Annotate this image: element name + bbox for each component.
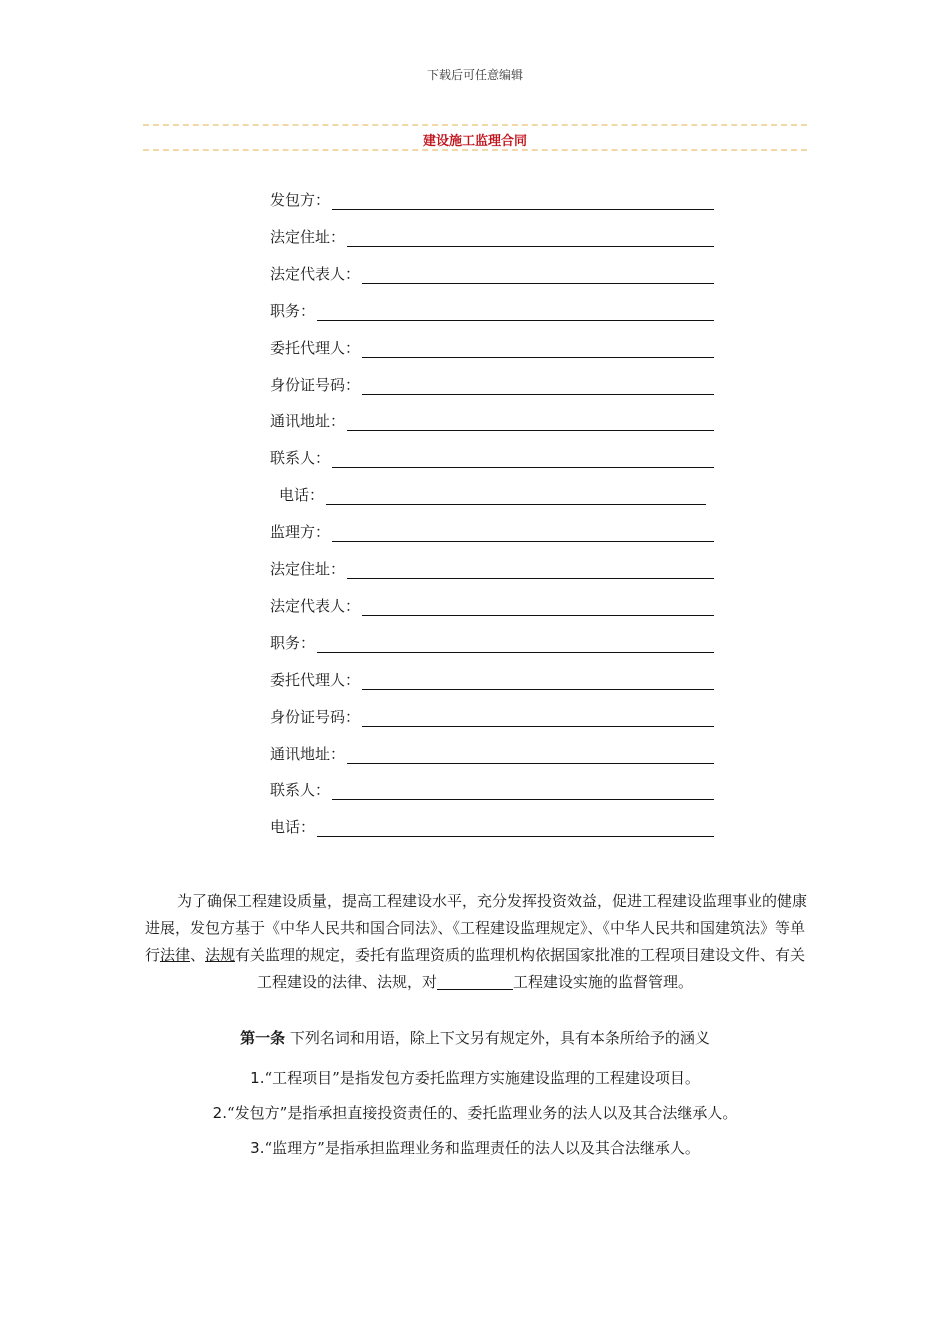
document-title: 建设施工监理合同 [422, 134, 527, 149]
field-label: 法定住址： [270, 227, 346, 246]
form-field-row [270, 223, 714, 247]
form-field-row [270, 518, 714, 542]
field-input-line[interactable] [362, 595, 714, 616]
form-field-row [270, 444, 714, 468]
field-label: 身份证号码： [270, 375, 361, 394]
field-label: 电话： [279, 486, 325, 505]
form-field-row [270, 297, 714, 321]
form-field-row [270, 666, 714, 690]
form-field-row [270, 776, 714, 800]
preamble-text-2: 有关监理的规定，委托有监理资质的监理机构依据国家批准的工程项目建设文件、有关工程建设的法律、法规，对 [235, 946, 806, 991]
field-label: 委托代理人： [270, 338, 361, 357]
field-label: 身份证号码： [270, 707, 361, 726]
definition-2 [143, 1101, 807, 1125]
field-label: 法定住址： [270, 560, 346, 578]
field-input-line[interactable] [347, 410, 714, 431]
article-1-heading: 第一条 [240, 1029, 286, 1047]
preamble-text-1: 为了确保工程建设质量，提高工程建设水平，充分发挥投资效益，促进工程建设监理事业的健康进展，发包方基于《中华人民共和国合同法》、《工程建设监理规定》、《中华人民共和国建筑法》等单行 [144, 892, 808, 964]
field-label: 联系人： [270, 449, 331, 468]
article-1-text: 下列名词和用语，除上下文另有规定外，具有本条所给予的涵义 [285, 1029, 710, 1047]
preamble-separator: 、 [189, 946, 205, 964]
field-input-line[interactable] [326, 484, 706, 505]
field-label: 通讯地址： [270, 744, 346, 763]
field-input-line[interactable] [362, 374, 714, 395]
preamble-text-3: 工程建设实施的监督管理。 [513, 973, 694, 991]
field-input-line[interactable] [347, 226, 714, 247]
field-label: 监理方： [270, 523, 331, 542]
field-input-line[interactable] [332, 447, 714, 468]
field-input-line[interactable] [362, 706, 714, 727]
form-field-row [270, 407, 714, 431]
field-input-line[interactable] [317, 632, 714, 653]
field-label: 法定代表人： [270, 596, 361, 615]
title-divider-top [143, 124, 807, 126]
form-field-row [270, 334, 714, 358]
form-field-row [270, 260, 714, 284]
field-input-line[interactable] [362, 337, 714, 358]
definition-1 [143, 1066, 807, 1090]
definition-text: “监理方”是指承担监理业务和监理责任的法人以及其合法继承人。 [264, 1139, 700, 1157]
field-input-line[interactable] [332, 189, 714, 210]
regulation-link[interactable]: 法规 [205, 946, 236, 964]
form-field-row [270, 592, 714, 616]
law-link[interactable]: 法律 [159, 946, 190, 964]
title-divider-bottom [143, 149, 807, 151]
form-field-row [270, 186, 714, 210]
field-label: 职务： [270, 301, 316, 320]
form-field-row [270, 629, 714, 653]
field-label: 法定代表人： [270, 264, 361, 283]
definition-number: 1. [250, 1069, 265, 1087]
definition-text: “发包方”是指承担直接投资责任的、委托监理业务的法人以及其合法继承人。 [226, 1104, 738, 1122]
form-field-row [270, 703, 714, 727]
header-note: 下载后可任意编辑 [426, 68, 523, 82]
form-field-row [270, 371, 714, 395]
field-label: 通讯地址： [270, 412, 346, 431]
form-field-row [270, 740, 714, 764]
field-input-line[interactable] [347, 743, 714, 764]
definition-text: “工程项目”是指发包方委托监理方实施建设监理的工程建设项目。 [264, 1069, 700, 1087]
article-1 [143, 1026, 807, 1050]
definition-3 [143, 1136, 807, 1160]
form-field-row [270, 813, 714, 837]
form-field-row [279, 481, 706, 505]
field-label: 电话： [270, 818, 316, 837]
field-input-line[interactable] [362, 669, 714, 690]
field-input-line[interactable] [332, 779, 714, 800]
definition-number: 2. [212, 1104, 227, 1122]
preamble-paragraph [143, 888, 807, 996]
field-label: 委托代理人： [270, 670, 361, 689]
field-input-line[interactable] [332, 521, 714, 542]
field-input-line[interactable] [317, 816, 714, 837]
field-input-line[interactable] [347, 558, 714, 579]
field-input-line[interactable] [317, 300, 714, 321]
definition-number: 3. [250, 1139, 265, 1157]
field-label: 联系人： [270, 781, 331, 800]
project-name-blank[interactable] [437, 971, 513, 990]
field-label: 发包方： [270, 191, 331, 209]
form-field-row [270, 555, 714, 579]
field-label: 职务： [270, 633, 316, 652]
field-input-line[interactable] [362, 263, 714, 284]
